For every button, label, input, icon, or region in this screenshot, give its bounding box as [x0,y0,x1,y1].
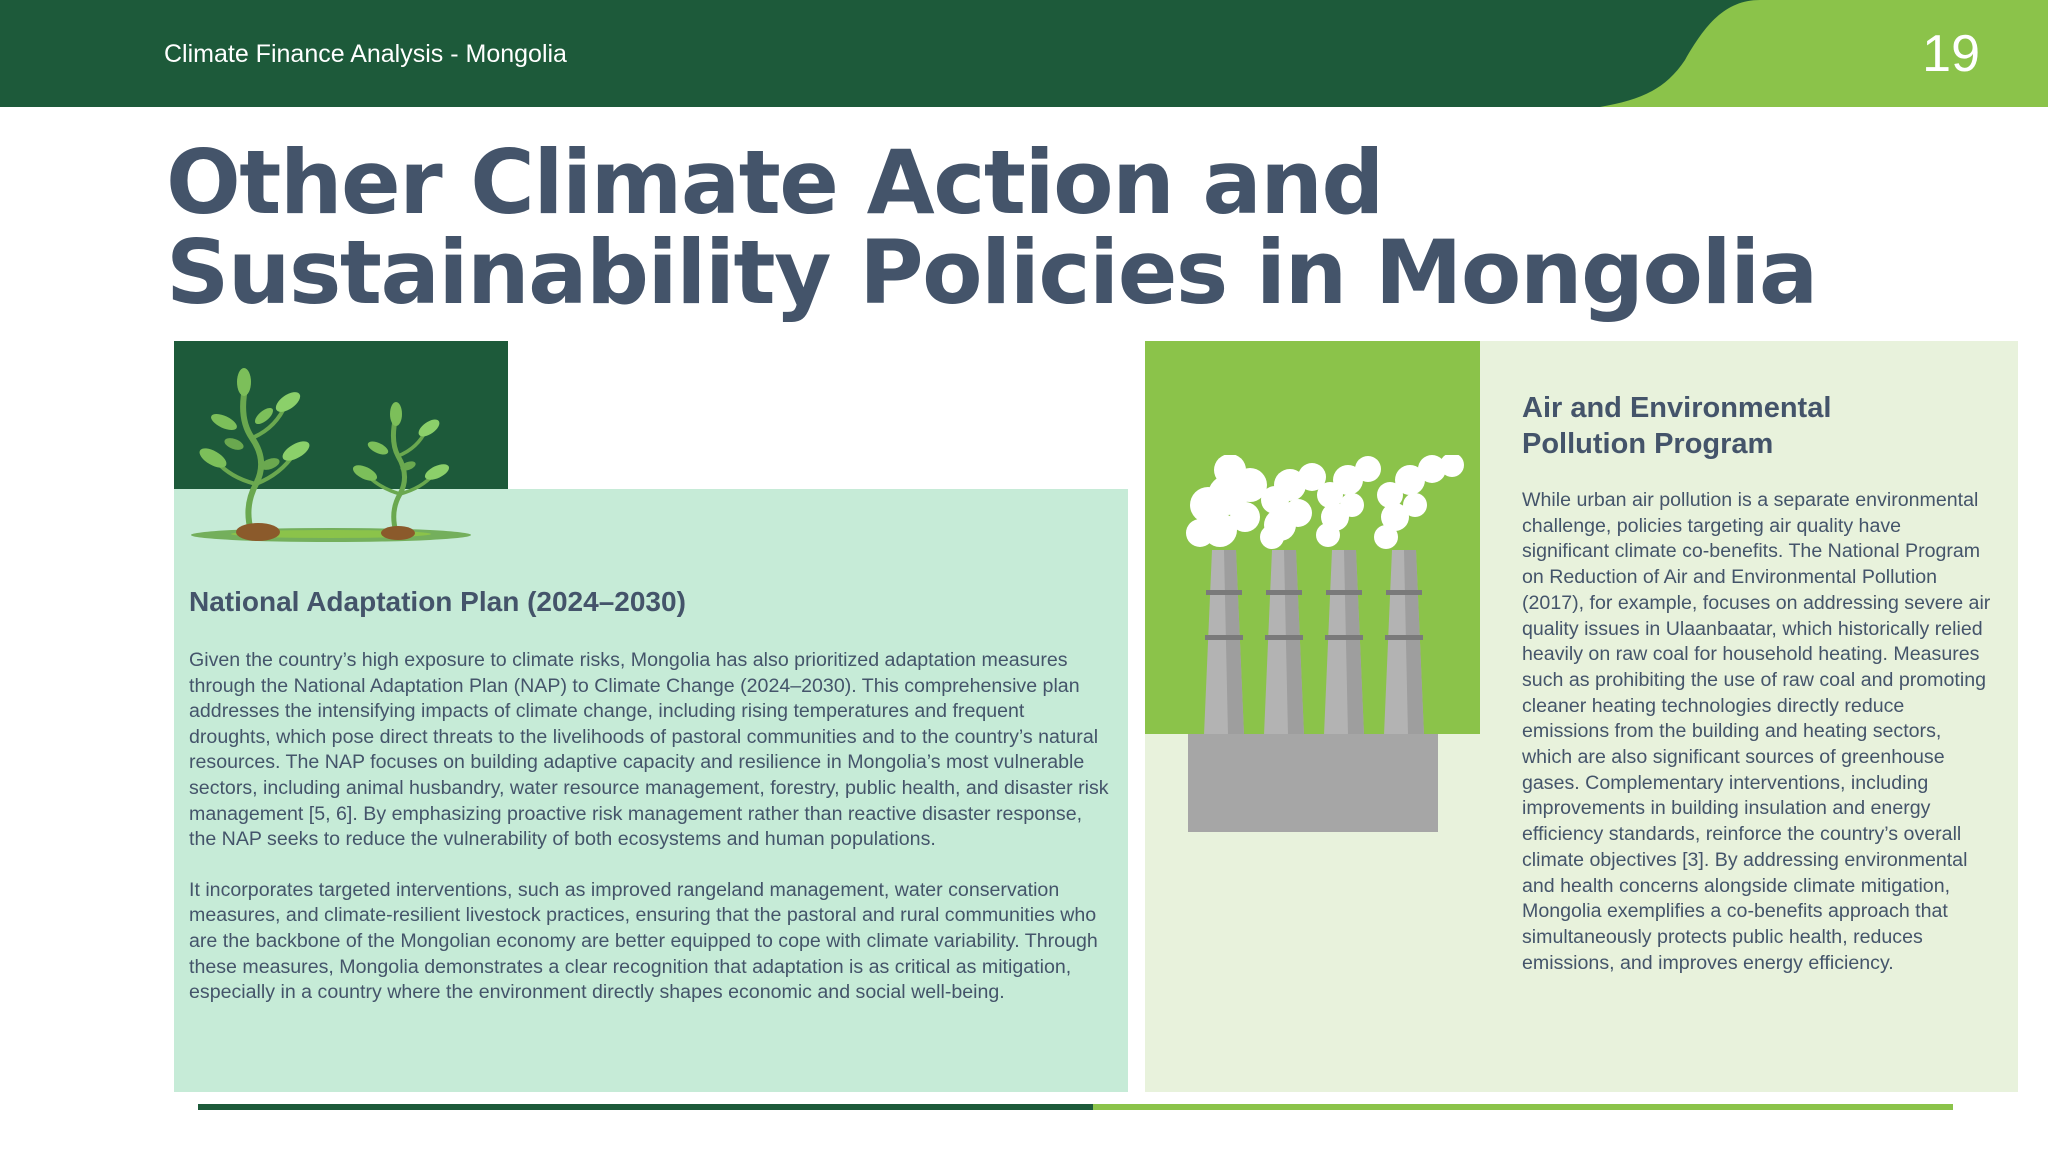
header-title: Climate Finance Analysis - Mongolia [164,40,567,68]
adaptation-plan-paragraph-2: It incorporates targeted interventions, such as improved rangeland management, water conservation measures, and climate-resilient livestock practices, ensuring that the pastoral and rural communities who are the backbone of the Mongolian economy are better equipped to cope with climate variability. Through these measures, Mongolia demonstrates a clear recognition that adaptation is as critical as mitigation, especially in a country where the environment directly shapes economic and social well-being. [189,878,1098,1004]
pollution-program-body: While urban air pollution is a separate environmental challenge, policies targeting air quality have significant climate co-benefits. The National Program on Reduction of Air and Environmental Pollution (2017), for example, focuses on addressing severe air quality issues in Ulaanbaatar, which historically relied heavily on raw coal for household heating. Measures such as prohibiting the use of raw coal and promoting cleaner heating technologies directly reduce emissions from the building and heating sectors, which are also significant sources of greenhouse gases. Complementary interventions, including improvements in building insulation and energy efficiency standards, reinforce the country’s overall climate objectives [3]. By addressing environmental and health concerns alongside climate mitigation, Mongolia exemplifies a co-benefits approach that simultaneously protects public health, reduces emissions, and improves energy efficiency. [1522,489,1991,974]
page-title-line-1: Other Climate Action and [166,131,1383,234]
pollution-program-heading: Air and Environmental Pollution Program [1522,392,1832,460]
page-number: 19 [1922,25,1980,83]
adaptation-plan-paragraph-1: Given the country’s high exposure to climate risks, Mongolia has also prioritized adaptation measures through the National Adaptation Plan (NAP) to Climate Change (2024–2030). This comprehensive plan addresses the intensifying impacts of climate change, including rising temperatures and frequent droughts, which pose direct threats to the livelihoods of pastoral communities and to the country’s natural resources. The NAP focuses on building adaptive capacity and resilience in Mongolia’s most vulnerable sectors, including animal husbandry, water resource management, forestry, public health, and disaster risk management [5, 6]. By emphasizing proactive risk management rather than reactive disaster response, the NAP seeks to reduce the vulnerability of both ecosystems and human populations. [189,649,1109,851]
adaptation-plan-heading: National Adaptation Plan (2024–2030) [189,586,686,617]
page-title [166,131,2026,324]
sprouting-plants-icon [186,356,476,546]
factory-smokestacks-icon [1180,455,1485,835]
adaptation-plan-body [189,648,1111,1031]
page-title-line-2: Sustainability Policies in Mongolia [166,221,1817,324]
footer-divider-light [1093,1104,1953,1110]
footer-divider-dark [198,1104,1093,1110]
